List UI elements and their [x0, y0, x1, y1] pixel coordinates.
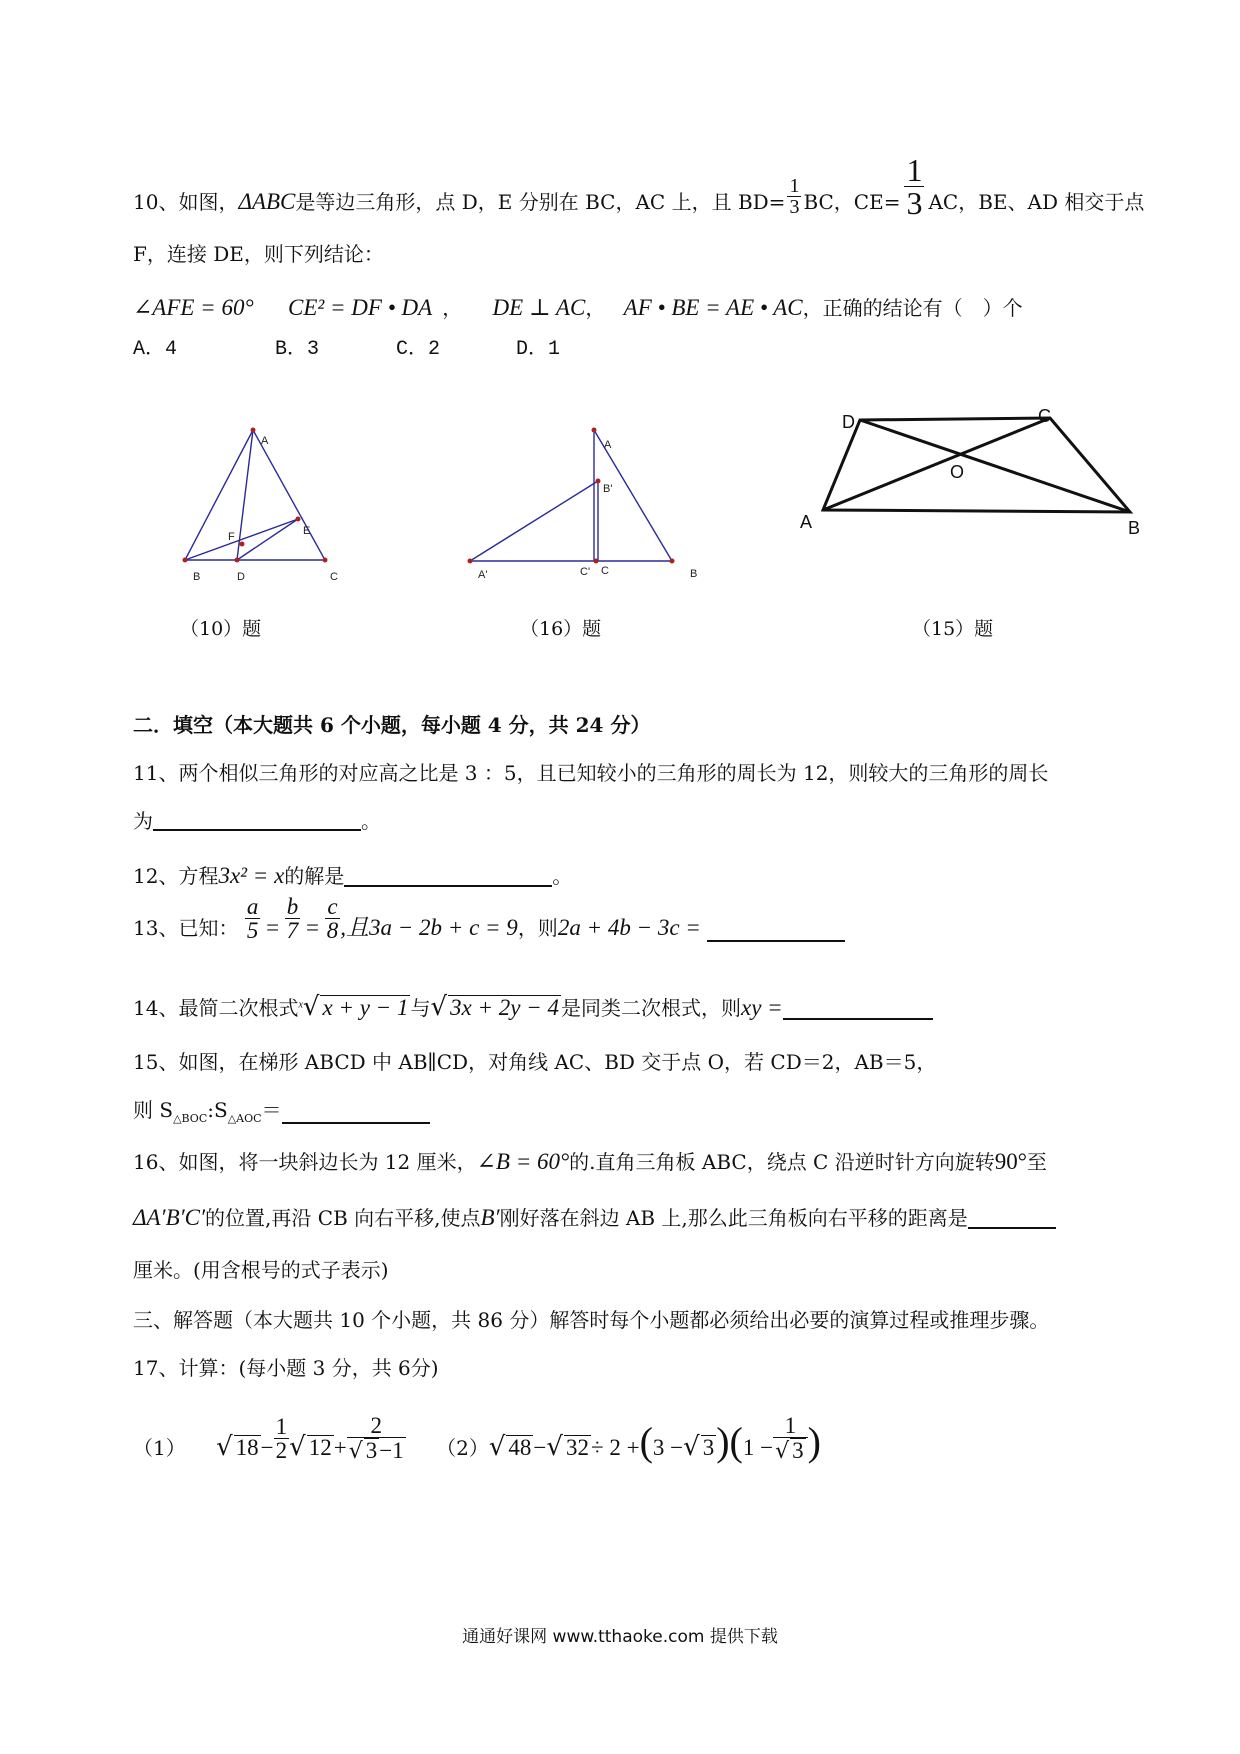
- q10-text-d: AC，BE、AD 相交于点: [928, 190, 1145, 214]
- q13-frac-a: $\frac{a}{5}$: [246, 894, 259, 943]
- q10-text-b: 是等边三角形，点 D，E 分别在 BC，AC 上，且 BD=: [295, 190, 786, 214]
- q10-conclusion-3: DE ⊥ AC: [492, 295, 586, 320]
- q10-text-a: 10、如图，: [133, 190, 239, 214]
- q11-line1: 11、两个相似三角形的对应高之比是 3 ：5，且已知较小的三角形的周长为 12，则较大的三角形的周长: [133, 761, 1049, 785]
- q14-radical-2: 3x + 2y − 4: [450, 995, 559, 1020]
- fig16-label-a: A: [604, 439, 612, 451]
- fig10-label-d: D: [237, 571, 245, 583]
- q13-frac-b: $\frac{b}{7}$: [286, 894, 299, 943]
- q10-frac-ce: $\frac{1}{3}$: [906, 152, 923, 221]
- q17-title: 17、计算：(每小题 3 分，共 6分): [133, 1356, 439, 1380]
- q16-line2: ΔA′B′C′的位置,再沿 CB 向右平移,使点B′刚好落在斜边 AB 上,那么此三角板向右平移的距离是: [133, 1206, 1056, 1229]
- fig16-label-b: B: [690, 568, 698, 580]
- q15-answer-blank[interactable]: [282, 1122, 430, 1124]
- fig10-label-c: C: [330, 571, 338, 583]
- figure-10: [165, 420, 365, 590]
- q10-text-c: BC，CE=: [803, 190, 901, 214]
- q10-conclusion-4: AF • BE = AE • AC: [623, 295, 803, 320]
- q16-angle: ∠B = 60°: [476, 1149, 570, 1174]
- q11-line2: 为 。: [133, 809, 381, 833]
- fig15-label-c: C: [1038, 406, 1051, 426]
- figure-16-caption: （16）题: [520, 618, 602, 640]
- q14-radical-1: x + y − 1: [322, 995, 409, 1020]
- figure-16: [460, 420, 720, 590]
- q16-line1: 16、如图，将一块斜边长为 12 厘米，∠B = 60°的.直角三角板 ABC，绕点 C 沿逆时针方向旋转90°至: [133, 1149, 1047, 1174]
- fig10-label-a: A: [261, 435, 269, 447]
- q13-expression: 2a + 4b − 3c =: [557, 915, 701, 940]
- q10-triangle: ΔABC: [238, 189, 296, 214]
- figure-15-caption: （15）题: [912, 618, 994, 640]
- fig16-label-b-prime: B': [603, 483, 613, 495]
- q10-conclusions: ∠AFE = 60° CE² = DF • DA ， DE ⊥ AC， AF • BE = AE • AC，正确的结论有（ ）个: [133, 295, 1023, 320]
- fig15-label-d: D: [842, 412, 855, 432]
- q10-line2: F，连接 DE，则下列结论：: [133, 242, 384, 266]
- q15-line2: 则 $S_{\triangle BOC}:S_{\triangle AOC}=$: [133, 1100, 430, 1124]
- q13-answer-blank[interactable]: [707, 940, 845, 942]
- figure-15: [800, 400, 1160, 540]
- q13-condition: ,且3a − 2b + c = 9: [340, 915, 518, 940]
- q13-line: 13、已知： $\frac{a}{5}$ = $\frac{b}{7}$ = $\frac{c}{8}$ ,且3a − 2b + c = 9，则2a + 4b − 3c =: [133, 916, 845, 942]
- q12-line: 12、方程3x² = x的解是 。: [133, 863, 573, 888]
- section-3-heading: 三、解答题（本大题共 10 个小题，共 86 分）解答时每个小题都必须给出必要的演算过程或推理步骤。: [133, 1308, 1050, 1332]
- q11-answer-blank[interactable]: [153, 829, 361, 831]
- fig10-label-f: F: [228, 531, 235, 543]
- q14-line: 14、最简二次根式$^x$√ x + y − 1 与√ 3x + 2y − 4 是同类二次根式，则xy =: [133, 994, 933, 1020]
- q10-option-a: A．4: [133, 338, 178, 361]
- q10-option-d: D．1: [516, 338, 561, 361]
- q12-equation: 3x² = x: [218, 863, 285, 888]
- q15-line1: 15、如图，在梯形 ABCD 中 AB∥CD，对角线 AC、BD 交于点 O，若 CD＝2，AB＝5，: [133, 1050, 937, 1074]
- fig15-label-b: B: [1128, 518, 1141, 538]
- q10-option-c: C．2: [396, 338, 441, 361]
- page-footer: 通通好课网 www.tthaoke.com 提供下载: [462, 1627, 778, 1647]
- section-2-heading: 二．填空（本大题共 6 个小题，每小题 4 分，共 24 分）: [133, 713, 651, 737]
- fig16-label-c-prime: C': [580, 566, 591, 578]
- q17-part1: （1） √ 18− $\frac{1}{2}$ √ 12+ $\frac{2}{√ 3-1}$ （2）√ 48−√ 32÷ 2 +(3 −√ 3)(1 − $\frac{1}{√ 3}$ ): [133, 1413, 821, 1464]
- q16-line3: 厘米。(用含根号的式子表示): [133, 1258, 389, 1282]
- q16-answer-blank[interactable]: [968, 1227, 1056, 1229]
- fig16-label-a-prime: A': [478, 569, 488, 581]
- fig10-label-e: E: [303, 525, 311, 537]
- q10-conclusion-1: ∠AFE = 60°: [133, 295, 254, 320]
- q12-answer-blank[interactable]: [344, 885, 552, 887]
- q10-frac-bd: $\frac{1}{3}$: [789, 175, 800, 218]
- fig16-label-c: C: [601, 565, 609, 577]
- q14-answer-blank[interactable]: [783, 1018, 933, 1020]
- fig15-label-a: A: [800, 512, 813, 532]
- q13-frac-c: $\frac{c}{8}$: [326, 894, 339, 943]
- q10-options: [133, 338, 561, 361]
- fig15-label-o: O: [950, 462, 965, 482]
- fig10-label-b: B: [193, 571, 201, 583]
- q10-conclusion-2: CE² = DF • DA: [288, 295, 433, 320]
- q10-line1: [133, 152, 1145, 221]
- q16-triangle: ΔA′B′C′: [133, 1205, 206, 1230]
- figure-10-caption: （10）题: [180, 618, 262, 640]
- q10-option-b: B．3: [275, 338, 320, 361]
